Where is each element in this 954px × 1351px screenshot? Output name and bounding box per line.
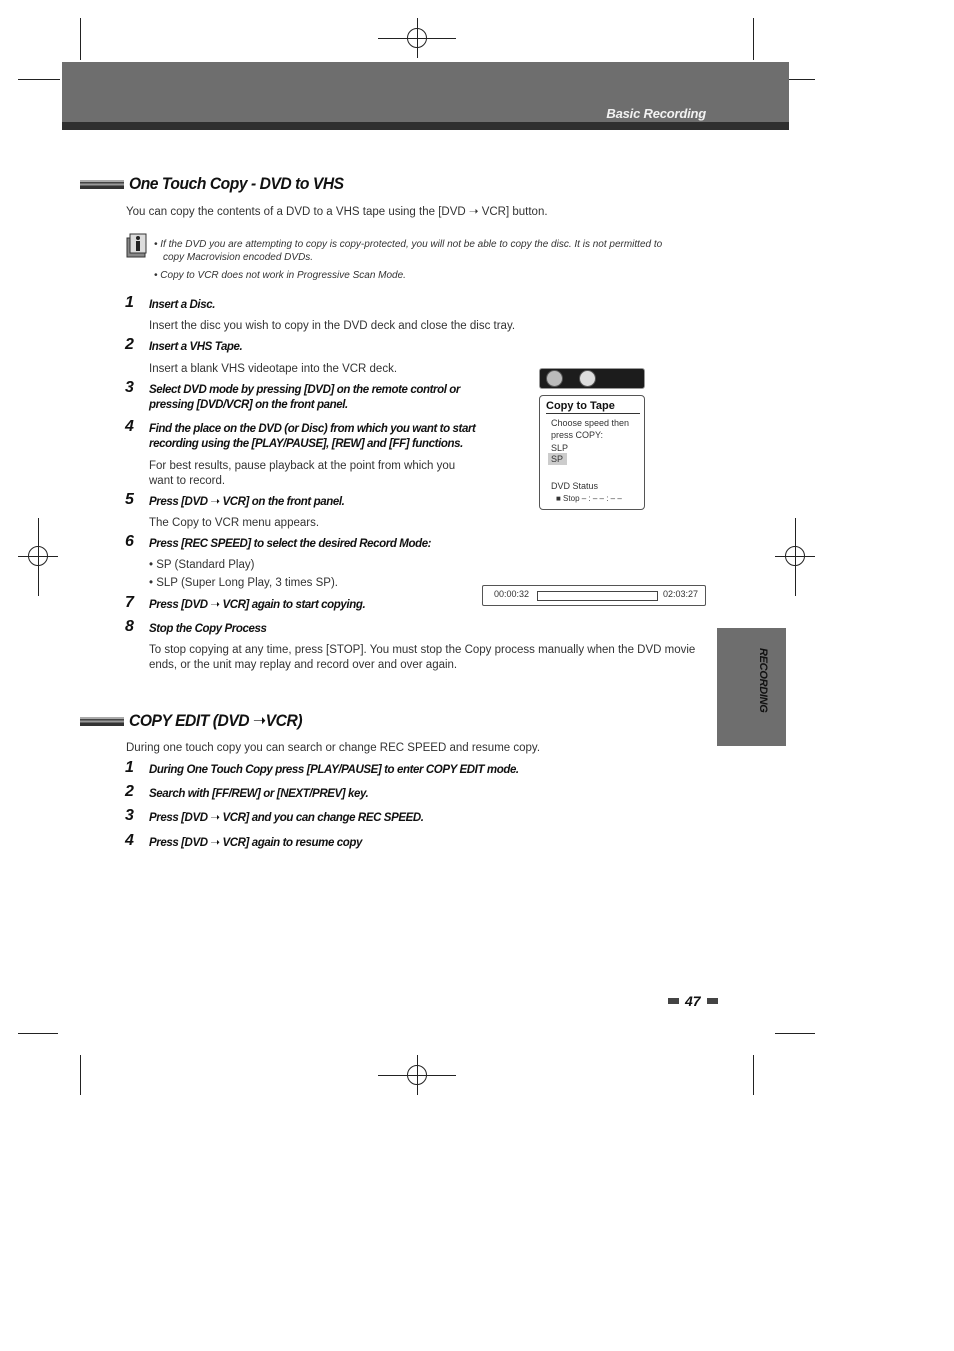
step-number: 2 bbox=[125, 783, 134, 800]
note-line: • Copy to VCR does not work in Progressive Scan Mode. bbox=[154, 270, 406, 281]
osd-option-slp[interactable]: SLP bbox=[551, 443, 569, 453]
step-title: pressing [DVD/VCR] on the front panel. bbox=[149, 399, 348, 411]
step-number: 3 bbox=[125, 379, 134, 396]
section-title: COPY EDIT (DVD ➝VCR) bbox=[129, 711, 303, 730]
step-title: Insert a Disc. bbox=[149, 299, 215, 311]
step-body: The Copy to VCR menu appears. bbox=[149, 517, 320, 529]
step-body: Insert a blank VHS videotape into the VCR deck. bbox=[149, 363, 398, 375]
crop-mark bbox=[775, 1033, 815, 1034]
page-number-block bbox=[668, 993, 718, 1009]
copy-to-tape-menu bbox=[539, 395, 645, 510]
step-title: Search with [FF/REW] or [NEXT/PREV] key. bbox=[149, 788, 369, 800]
step-body: For best results, pause playback at the point from which you bbox=[149, 460, 456, 472]
osd-status-value: ■ Stop – : – – : – – bbox=[556, 494, 622, 503]
step-title: Select DVD mode by pressing [DVD] on the remote control or bbox=[149, 384, 460, 396]
crop-mark bbox=[753, 1055, 754, 1095]
step-number: 4 bbox=[125, 418, 134, 435]
intro-text: During one touch copy you can search or change REC SPEED and resume copy. bbox=[126, 742, 541, 754]
progress-track bbox=[537, 591, 658, 601]
crop-mark bbox=[80, 1055, 81, 1095]
osd-icon-bar bbox=[539, 368, 645, 389]
osd-menu-title: Copy to Tape bbox=[546, 400, 640, 414]
step-title: During One Touch Copy press [PLAY/PAUSE] to enter COPY EDIT mode. bbox=[149, 764, 519, 776]
step-title: Insert a VHS Tape. bbox=[149, 341, 243, 353]
crop-mark bbox=[80, 18, 81, 60]
osd-status-label: DVD Status bbox=[551, 481, 599, 491]
crop-mark bbox=[18, 1033, 58, 1034]
section-heading bbox=[80, 172, 362, 196]
section-title: One Touch Copy - DVD to VHS bbox=[129, 174, 344, 193]
step-number: 2 bbox=[125, 336, 134, 353]
step-number: 6 bbox=[125, 533, 134, 550]
chapter-side-tab bbox=[717, 628, 786, 746]
step-title: Press [DVD ➝ VCR] and you can change REC SPEED. bbox=[149, 812, 424, 824]
crop-mark bbox=[18, 79, 60, 80]
step-body: Insert the disc you wish to copy in the DVD deck and close the disc tray. bbox=[149, 320, 516, 332]
step-number: 1 bbox=[125, 759, 134, 776]
disc-icon bbox=[579, 370, 596, 387]
page-number: 47 bbox=[685, 993, 701, 1009]
osd-instruction: Choose speed then bbox=[551, 418, 630, 428]
step-title: Press [REC SPEED] to select the desired Record Mode: bbox=[149, 538, 432, 550]
page-marker-icon bbox=[707, 998, 718, 1004]
step-number: 5 bbox=[125, 491, 134, 508]
copy-progress-bar bbox=[482, 585, 706, 606]
intro-text: You can copy the contents of a DVD to a VHS tape using the [DVD ➝ VCR] button. bbox=[126, 206, 548, 218]
step-title: Press [DVD ➝ VCR] on the front panel. bbox=[149, 496, 345, 508]
step-number: 8 bbox=[125, 618, 134, 635]
header-label: Basic Recording bbox=[606, 106, 706, 121]
crop-mark bbox=[753, 18, 754, 60]
registration-line bbox=[417, 1055, 418, 1095]
step-number: 1 bbox=[125, 294, 134, 311]
note-line: copy Macrovision encoded DVDs. bbox=[163, 252, 314, 263]
osd-instruction: press COPY: bbox=[551, 430, 604, 440]
progress-end-time: 02:03:27 bbox=[663, 589, 699, 599]
step-title: Find the place on the DVD (or Disc) from which you want to start bbox=[149, 423, 476, 435]
step-body: To stop copying at any time, press [STOP]. You must stop the Copy process manually when the DVD movie bbox=[149, 644, 696, 656]
registration-line bbox=[38, 518, 39, 596]
step-title: Stop the Copy Process bbox=[149, 623, 267, 635]
step-body: want to record. bbox=[149, 475, 226, 487]
progress-start-time: 00:00:32 bbox=[494, 589, 530, 599]
osd-option-sp[interactable]: SP bbox=[548, 453, 567, 465]
step-title: Press [DVD ➝ VCR] again to resume copy bbox=[149, 837, 362, 849]
side-tab-label: RECORDING bbox=[757, 648, 769, 713]
header-strip bbox=[62, 122, 789, 130]
step-number: 4 bbox=[125, 832, 134, 849]
note-line: • If the DVD you are attempting to copy is copy-protected, you will not be able to copy the disc. It is not permitted to bbox=[154, 239, 663, 250]
info-icon bbox=[126, 232, 148, 258]
registration-line bbox=[795, 518, 796, 596]
step-title: Press [DVD ➝ VCR] again to start copying. bbox=[149, 599, 366, 611]
step-number: 3 bbox=[125, 807, 134, 824]
registration-line bbox=[417, 18, 418, 58]
heading-bar-icon bbox=[80, 717, 124, 726]
page-marker-icon bbox=[668, 998, 679, 1004]
vcr-tape-icon bbox=[546, 370, 563, 387]
step-body: • SLP (Super Long Play, 3 times SP). bbox=[149, 577, 338, 589]
step-body: ends, or the unit may replay and record over and over again. bbox=[149, 659, 458, 671]
heading-bar-icon bbox=[80, 180, 124, 189]
step-title: recording using the [PLAY/PAUSE], [REW] and [FF] functions. bbox=[149, 438, 463, 450]
step-number: 7 bbox=[125, 594, 134, 611]
step-body: • SP (Standard Play) bbox=[149, 559, 255, 571]
section-heading bbox=[80, 709, 317, 733]
